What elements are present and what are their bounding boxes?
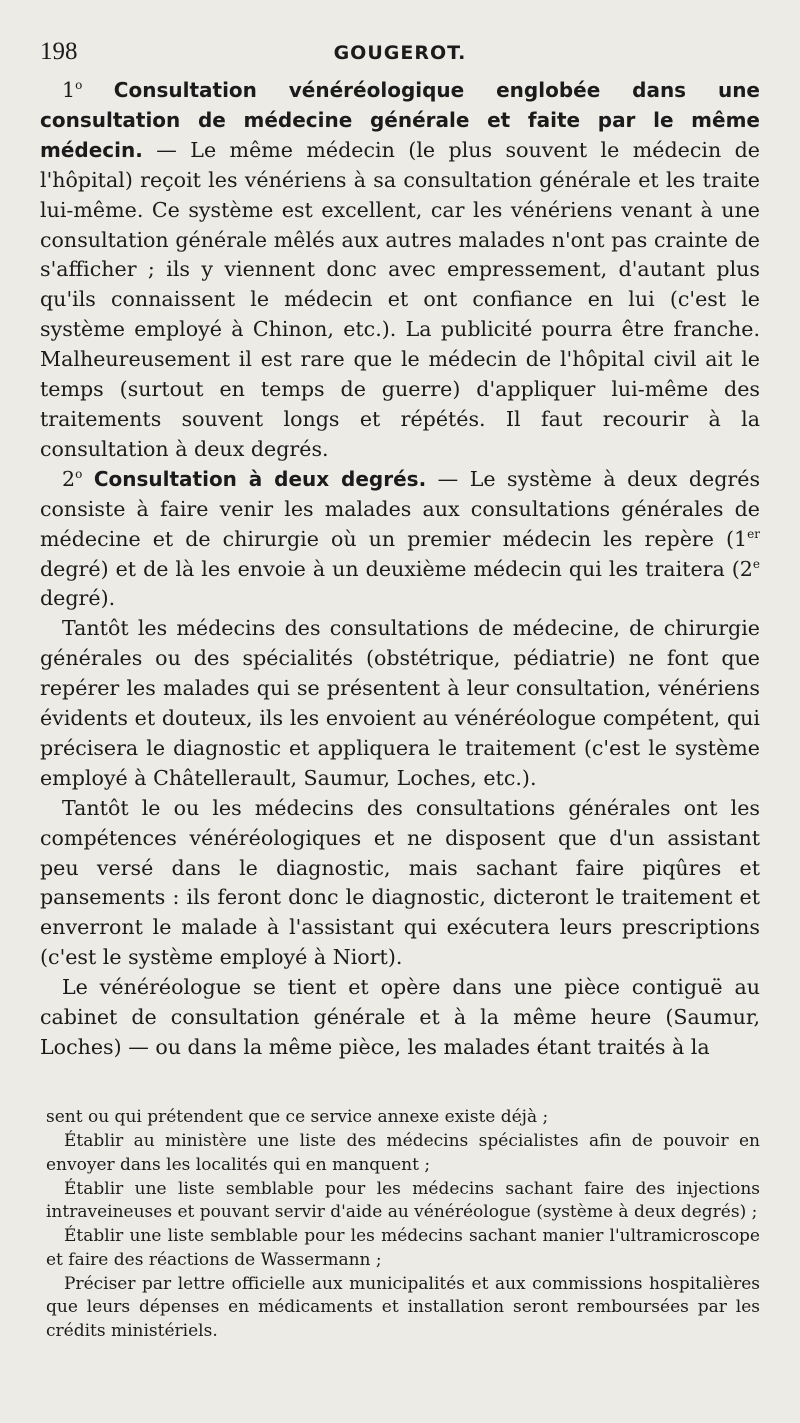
footnotes [40, 1106, 760, 1343]
paragraph-venereologue: Le vénéréologue se tient et opère dans une pièce contiguë au cabinet de consultation générale et à la même heure (Saumur, Loches) — ou dans la même pièce, les malades étant traités à la [40, 975, 760, 1059]
footnote-item: Établir au ministère une liste des médecins spécialistes afin de pouvoir en envoyer dans les localités qui en manquent ; [46, 1131, 760, 1175]
page-number: 198 [40, 38, 78, 65]
section-1-paragraph [40, 76, 760, 465]
first-degree-sup: er [747, 526, 760, 541]
section-2-number: 2 [62, 466, 76, 491]
section-1-heading: Consultation vénéréologique englobée dans une consultation de médecine générale et faite par le même médecin. [40, 78, 760, 162]
section-2-paragraph [40, 465, 760, 615]
section-2-number-sup: o [75, 466, 83, 481]
second-degree-sup: e [752, 556, 760, 571]
paragraph-tantot-1: Tantôt les médecins des consultations de médecine, de chirurgie générales ou des spécialités (obstétrique, pédiatrie) ne font que repérer les malades qui se présentent à leur consultation, vénériens évidents et douteux, ils les envoient au vénéréologue compétent, qui précisera le diagnostic et appliquera le traitement (c'est le système employé à Châtellerault, Saumur, Loches, etc.). [40, 616, 760, 790]
section-2-text-a: — Le système à deux degrés consiste à faire venir les malades aux consultations générales de médecine et de chirurgie où un premier médecin les repère (1 [40, 466, 761, 551]
paragraph-tantot-2: Tantôt le ou les médecins des consultations générales ont les compétences vénéréologiques et ne disposent que d'un assistant peu versé dans le diagnostic, mais sachant faire piqûres et pansements : ils feront donc le diagnostic, dicteront le traitement et enverront le malade à l'assistant qui exécutera leurs prescriptions (c'est le système employé à Niort). [40, 795, 760, 970]
main-text [40, 76, 760, 1063]
section-2-text-c: degré). [40, 586, 116, 611]
footnote-item: Préciser par lettre officielle aux municipalités et aux commissions hospitalières que leurs dépenses en médicaments et installation seront remboursées par les crédits ministériels. [46, 1273, 760, 1341]
section-1-number: 1 [62, 78, 76, 102]
section-1-number-sup: o [75, 78, 83, 93]
section-2-text-b: degré) et de là les envoie à un deuxième médecin qui les traitera (2 [40, 556, 753, 581]
footnote-continuation: sent ou qui prétendent que ce service annexe existe déjà ; [46, 1106, 549, 1127]
footnote-item: Établir une liste semblable pour les médecins sachant manier l'ultramicroscope et faire des réactions de Wassermann ; [46, 1226, 760, 1270]
section-2-heading: Consultation à deux degrés. [93, 466, 427, 491]
running-title: GOUGEROT. [333, 42, 467, 64]
section-1-text: — Le même médecin (le plus souvent le médecin de l'hôpital) reçoit les vénériens à sa consultation générale et les traite lui-même. Ce système est excellent, car les vénériens venant à une consultation générale mêlés aux autres malades n'ont pas crainte de s'afficher ; ils y viennent donc avec empressement, d'autant plus qu'ils connaissent le médecin et ont confiance en lui (c'est le système employé à Chinon, etc.). La publicité pourra être franche. Malheureusement il est rare que le médecin de l'hôpital civil ait le temps (surtout en temps de guerre) d'appliquer lui-même des traitements souvent longs et répétés. Il faut recourir à la consultation à deux degrés. [40, 137, 760, 461]
footnote-item: Établir une liste semblable pour les médecins sachant faire des injections intraveineuses et pouvant servir d'aide au vénéréologue (système à deux degrés) ; [46, 1178, 760, 1223]
page-header [40, 34, 760, 76]
